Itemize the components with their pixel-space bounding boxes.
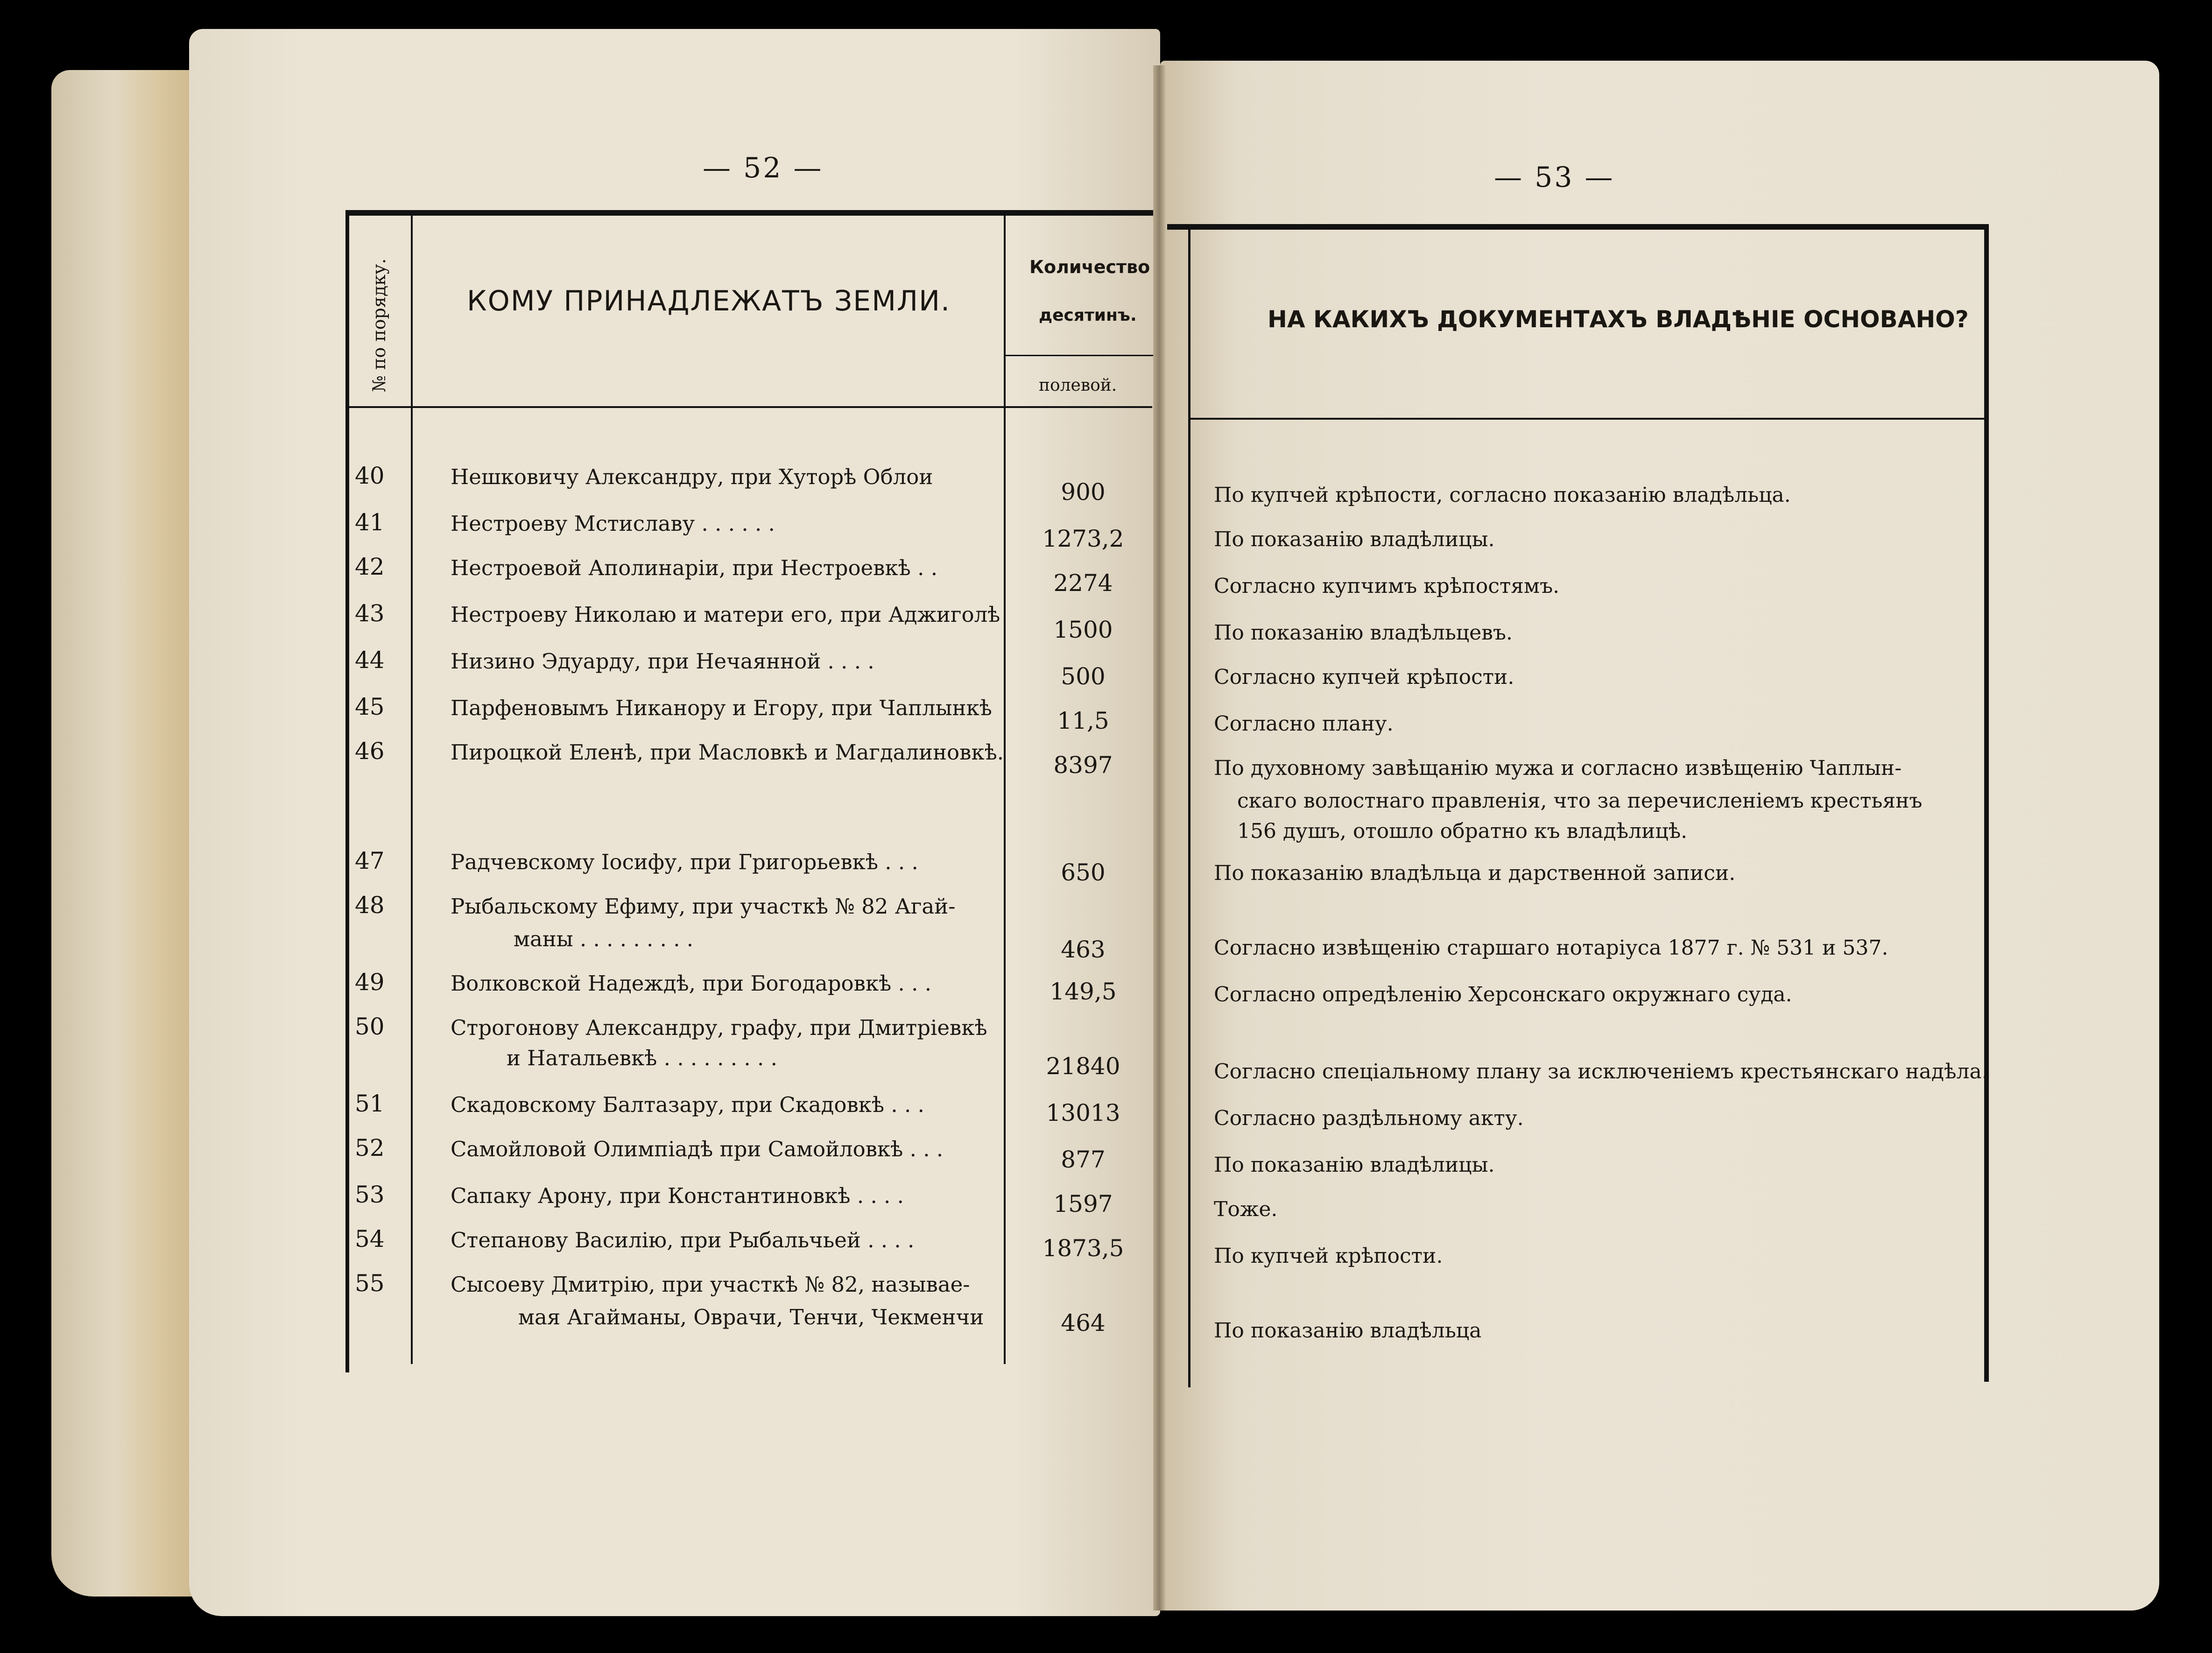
- owner-column-header: КОМУ ПРИНАДЛЕЖАТЪ ЗЕМЛИ.: [467, 285, 951, 317]
- acreage-value: 8397: [1053, 752, 1113, 779]
- acreage-value: 11,5: [1057, 707, 1109, 734]
- owner-name: Парфеновымъ Никанору и Егору, при Чаплынкѣ: [451, 696, 992, 720]
- doc-line-55: По показанію владѣльца: [1214, 1319, 1482, 1343]
- table-left-rule: [345, 210, 349, 1372]
- owner-name: Самойловой Олимпіадѣ при Самойловкѣ . . .: [451, 1137, 944, 1161]
- row-number: 48: [355, 892, 385, 919]
- owner-name-cont: мая Агайманы, Оврачи, Тенчи, Чекменчи: [518, 1305, 984, 1329]
- right-table-top-rule: [1167, 224, 1989, 230]
- acreage-value: 500: [1061, 663, 1106, 690]
- row-number: 44: [355, 647, 385, 674]
- doc-line-46b: скаго волостнаго правленія, что за перечисленіемъ крестьянъ: [1237, 789, 1923, 813]
- qty-header-line2: десятинъ.: [1039, 306, 1137, 325]
- row-number: 50: [355, 1013, 385, 1040]
- owner-name: Скадовскому Балтазару, при Скадовкѣ . . .: [451, 1092, 924, 1117]
- acreage-value: 2274: [1053, 570, 1113, 597]
- header-bottom-rule: [349, 406, 1152, 408]
- doc-line-46a: По духовному завѣщанію мужа и согласно извѣщенію Чаплын-: [1214, 756, 1902, 780]
- acreage-value: 463: [1061, 936, 1106, 963]
- owner-name: Степанову Василію, при Рыбальчьей . . . .: [451, 1228, 915, 1252]
- owner-name: Рыбальскому Ефиму, при участкѣ № 82 Агай-: [451, 894, 956, 919]
- doc-line-40: По купчей крѣпости, согласно показанію владѣльца.: [1214, 483, 1791, 507]
- owner-name: Сапаку Арону, при Константиновкѣ . . . .: [451, 1183, 904, 1208]
- doc-line-51: Согласно раздѣльному акту.: [1214, 1106, 1524, 1130]
- owner-name: Радчевскому Іосифу, при Григорьевкѣ . . .: [451, 850, 918, 874]
- acreage-value: 650: [1061, 859, 1106, 886]
- row-number: 42: [355, 553, 385, 580]
- acreage-value: 13013: [1046, 1099, 1120, 1126]
- row-number: 47: [355, 847, 385, 874]
- spine-gutter: [1153, 65, 1165, 1611]
- owner-name-cont: и Натальевкѣ . . . . . . . . .: [507, 1046, 777, 1070]
- row-number: 55: [355, 1270, 385, 1297]
- left-page: [189, 29, 1160, 1616]
- doc-line-48: Согласно извѣщенію старшаго нотаріуса 1877 г. № 531 и 537.: [1214, 936, 1888, 960]
- owner-name: Строгонову Александру, графу, при Дмитріевкѣ: [451, 1015, 987, 1040]
- col-qty-divider: [1004, 216, 1006, 1364]
- owner-name: Нестроевой Аполинаріи, при Нестроевкѣ . .: [451, 556, 937, 580]
- acreage-value: 1597: [1053, 1190, 1113, 1217]
- row-number: 46: [355, 738, 385, 765]
- doc-line-42: Согласно купчимъ крѣпостямъ.: [1214, 574, 1560, 598]
- right-header-bottom-rule: [1190, 418, 1986, 420]
- doc-line-47: По показанію владѣльца и дарственной записи.: [1214, 861, 1736, 885]
- doc-line-45: Согласно плану.: [1214, 712, 1394, 736]
- right-table-right-rule: [1984, 224, 1989, 1382]
- doc-line-44: Согласно купчей крѣпости.: [1214, 665, 1515, 689]
- owner-name: Нестроеву Николаю и матери его, при Аджиголѣ: [451, 602, 1000, 627]
- doc-line-49: Согласно опредѣленію Херсонскаго окружнаго суда.: [1214, 983, 1792, 1006]
- row-number: 45: [355, 693, 385, 720]
- doc-line-53: Тоже.: [1214, 1197, 1278, 1221]
- doc-line-50: Согласно спеціальному плану за исключеніемъ крестьянскаго надѣла.: [1214, 1060, 1988, 1083]
- qty-sub-rule: [1004, 355, 1153, 356]
- acreage-value: 1873,5: [1042, 1235, 1124, 1262]
- qty-header-line1: Количество: [1029, 257, 1150, 277]
- row-number: 40: [355, 462, 385, 489]
- owner-name: Нестроеву Мстиславу . . . . . .: [451, 511, 775, 536]
- acreage-value: 464: [1061, 1309, 1106, 1336]
- row-number: 51: [355, 1090, 385, 1117]
- order-column-header: № по порядку.: [369, 258, 389, 392]
- doc-line-41: По показанію владѣлицы.: [1214, 528, 1495, 551]
- row-number: 43: [355, 600, 385, 627]
- right-table-inner-left-rule: [1188, 230, 1191, 1387]
- right-page-number: — 53 —: [1494, 161, 1615, 194]
- left-page-number: — 52 —: [703, 152, 824, 184]
- acreage-value: 149,5: [1050, 978, 1117, 1005]
- row-number: 53: [355, 1181, 385, 1208]
- documents-column-header: НА КАКИХЪ ДОКУМЕНТАХЪ ВЛАДѢНІЕ ОСНОВАНО?: [1268, 306, 1969, 333]
- qty-subheader: полевой.: [1039, 376, 1117, 395]
- acreage-value: 21840: [1046, 1053, 1120, 1080]
- acreage-value: 1500: [1053, 616, 1113, 643]
- table-top-rule: [345, 210, 1153, 216]
- row-number: 41: [355, 509, 385, 536]
- page-stack-edge: [51, 70, 205, 1597]
- owner-name: Нешковичу Александру, при Хуторѣ Облои: [451, 464, 933, 489]
- row-number: 52: [355, 1134, 385, 1161]
- doc-line-54: По купчей крѣпости.: [1214, 1244, 1443, 1268]
- owner-name-cont: маны . . . . . . . . .: [514, 927, 694, 951]
- row-number: 49: [355, 969, 385, 996]
- owner-name: Волковской Надеждѣ, при Богодаровкѣ . . .: [451, 971, 932, 996]
- doc-line-46c: 156 душъ, отошло обратно къ владѣлицѣ.: [1237, 819, 1688, 843]
- doc-line-52: По показанію владѣлицы.: [1214, 1153, 1495, 1177]
- acreage-value: 900: [1061, 478, 1106, 506]
- owner-name: Сысоеву Дмитрію, при участкѣ № 82, называе-: [451, 1272, 970, 1297]
- row-number: 54: [355, 1225, 385, 1252]
- acreage-value: 877: [1061, 1146, 1106, 1173]
- acreage-value: 1273,2: [1042, 525, 1124, 552]
- owner-name: Пироцкой Еленѣ, при Масловкѣ и Магдалиновкѣ.: [451, 740, 1004, 765]
- doc-line-43: По показанію владѣльцевъ.: [1214, 621, 1513, 645]
- col-order-divider: [411, 216, 413, 1364]
- owner-name: Низино Эдуарду, при Нечаянной . . . .: [451, 649, 874, 674]
